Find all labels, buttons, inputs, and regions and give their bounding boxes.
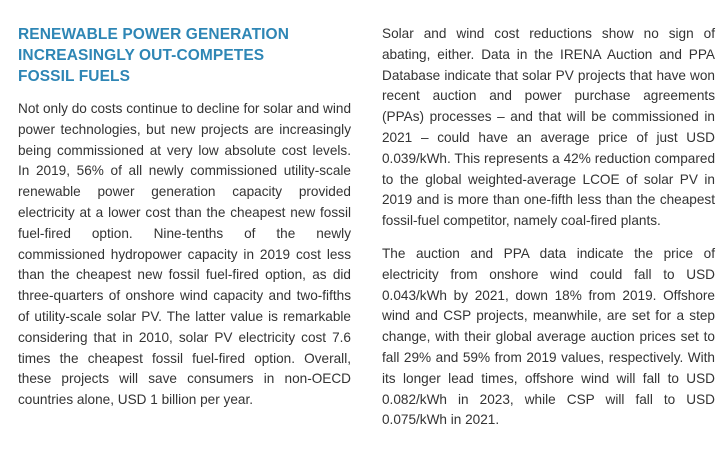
section-heading (18, 24, 351, 87)
heading-line-2: INCREASINGLY OUT-COMPETES (18, 47, 265, 64)
right-paragraph-1: Solar and wind cost reductions show no sign of abating, either. Data in the IRENA Auction and PPA Database indicate that solar PV projects that have won recent auction and power purchase agreements (PPAs) processes – and that will be commissioned in 2021 – could have an average price of just USD 0.039/kWh. This represents a 42% reduction compared to the global weighted-average LCOE of solar PV in 2019 and is more than one-fifth less than the cheapest fossil-fuel competitor, namely coal-fired plants. (382, 26, 715, 229)
left-column (18, 24, 351, 411)
right-column (382, 24, 715, 431)
left-paragraph-1: Not only do costs continue to decline for solar and wind power technologies, but new projects are increasingly being commissioned at very low absolute cost levels. In 2019, 56% of all newly commissioned utility-scale renewable power generation capacity provided electricity at a lower cost than the cheapest new fossil fuel-fired option. Nine-tenths of the newly commissioned hydropower capacity in 2019 cost less than the cheapest new fossil fuel-fired option, as did three-quarters of onshore wind capacity and two-fifths of utility-scale solar PV. The latter value is remarkable considering that in 2010, solar PV electricity cost 7.6 times the cheapest fossil fuel-fired option. Overall, these projects will save consumers in non-OECD countries alone, USD 1 billion per year. (18, 101, 351, 408)
heading-line-1: RENEWABLE POWER GENERATION (18, 26, 289, 43)
heading-line-3: FOSSIL FUELS (18, 68, 131, 85)
right-paragraph-2: The auction and PPA data indicate the price of electricity from onshore wind could fall to USD 0.043/kWh by 2021, down 18% from 2019. Offshore wind and CSP projects, meanwhile, are set for a step change, with their global average auction prices set to fall 29% and 59% from 2019 values, respectively. With its longer lead times, offshore wind will fall to USD 0.082/kWh in 2023, while CSP will fall to USD 0.075/kWh in 2021. (382, 245, 715, 428)
